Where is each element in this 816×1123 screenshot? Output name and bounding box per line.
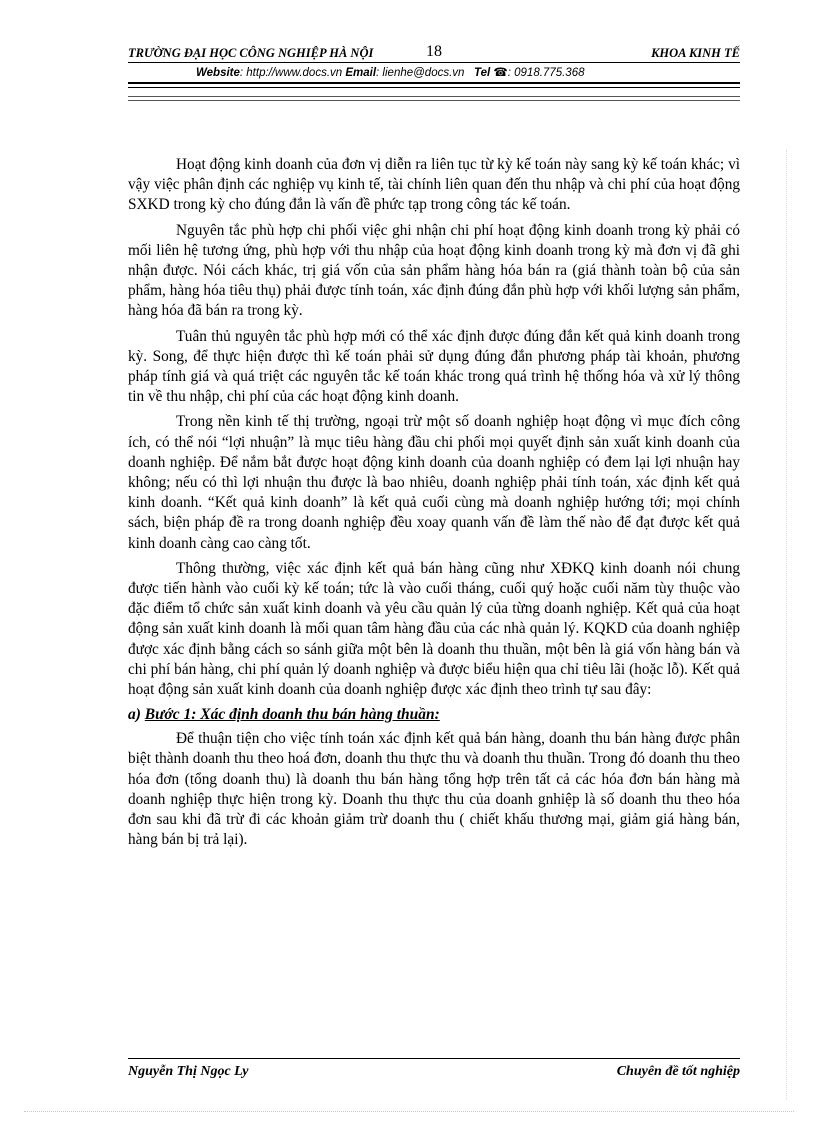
tel-value: : 0918.775.368 (507, 67, 585, 79)
header-rule-thin-2 (128, 100, 740, 101)
paragraph-3: Tuân thủ nguyên tắc phù hợp mới có thể xác định được đúng đắn kết quả kinh doanh trong kỳ. Song, để thực hiện được thì kế toán phải sử dụng đúng đắn phương pháp tài khoản, phương pháp tính giá và quá triệt các nguyên tắc kế toán khác trong quá trình hệ thống hóa và xử lý thông tin về thu nhập, chi phí của các hoạt động kinh doanh. (128, 327, 740, 406)
heading-prefix: a) (128, 706, 141, 724)
faculty-name: KHOA KINH TẾ (651, 46, 740, 60)
header-rule (128, 62, 740, 63)
paragraph-2: Nguyên tắc phù hợp chi phối việc ghi nhận chi phí hoạt động kinh doanh trong kỳ phải có mối liên hệ tương ứng, phù hợp với thu nhập của hoạt động kinh doanh trong kỳ mà đơn vị đã ghi nhận được. Nói cách khác, trị giá vốn của sản phẩm hàng hóa bán ra (giá thành toàn bộ của sản phẩm, hàng hóa tiêu thụ) phải được tính toán, xác định đúng đắn phù hợp với khối lượng sản phẩm, hàng hóa đã bán ra trong kỳ. (128, 221, 740, 320)
email-value: : lienhe@docs.vn (376, 67, 465, 79)
paragraph-1: Hoạt động kinh doanh của đơn vị diễn ra liên tục từ kỳ kế toán này sang kỳ kế toán khác; vì vậy việc phân định các nghiệp vụ kinh tế, tài chính liên quan đến thu nhập và chi phí của hoạt động SXKD trong kỳ cho đúng đắn là vấn đề phức tạp trong công tác kế toán. (128, 156, 740, 214)
header-double-rule (128, 82, 740, 88)
school-name: TRƯỜNG ĐẠI HỌC CÔNG NGHIỆP HÀ NỘI (128, 46, 374, 60)
paragraph-4: Trong nền kinh tế thị trường, ngoại trừ một số doanh nghiệp hoạt động vì mục đích công ích, có thể nói “lợi nhuận” là mục tiêu hàng đầu chi phối mọi quyết định sản xuất kinh doanh của doanh nghiệp. Để nắm bắt được hoạt động kinh doanh của doanh nghiệp có đem lại lợi nhuận hay không; nếu có thì lợi nhuận thu được là bao nhiêu, doanh nghiệp phải tính toán, xác định kết quả kinh doanh. “Kết quả kinh doanh” là kết quả cuối cùng mà doanh nghiệp hướng tới; mọi chính sách, biện pháp đề ra trong doanh nghiệp đều xoay quanh vấn đề làm thế nào để đạt được kết quả kinh doanh càng cao càng tốt. (128, 413, 740, 552)
website-value: : http://www.docs.vn (239, 67, 343, 79)
footer-rule (128, 1058, 740, 1059)
paragraph-5: Thông thường, việc xác định kết quả bán hàng cũng như XĐKQ kinh doanh nói chung được tiến hành vào cuối kỳ kế toán; tức là vào cuối tháng, cuối quý hoặc cuối năm tùy thuộc vào đặc điểm tổ chức sản xuất kinh doanh và yêu cầu quản lý của từng doanh nghiệp. Kết quả của hoạt động sản xuất kinh doanh là mối quan tâm hàng đầu của các nhà quản lý. KQKD của doanh nghiệp được xác định bằng cách so sánh giữa một bên là doanh thu thuần, một bên là giá vốn hàng bán và chi phí bán hàng, chi phí quản lý doanh nghiệp và được biểu hiện qua chỉ tiêu lãi (hoặc lỗ). Kết quả hoạt động sản xuất kinh doanh của doanh nghiệp được xác định theo trình tự sau đây: (128, 559, 740, 699)
email-label: Email (345, 67, 377, 79)
footer-author: Nguyễn Thị Ngọc Ly (128, 1064, 249, 1079)
section-heading (128, 705, 740, 725)
header-rule-thin-1 (128, 96, 740, 97)
page-header (128, 43, 740, 62)
document-body (128, 155, 740, 856)
page-right-dotted-border (786, 150, 787, 1100)
page-number: 18 (426, 43, 442, 60)
footer-doc-type: Chuyên đề tốt nghiệp (616, 1064, 740, 1079)
contact-line (196, 65, 736, 79)
paragraph-6: Để thuận tiện cho việc tính toán xác định kết quả bán hàng, doanh thu bán hàng được phân biệt thành doanh thu theo hoá đơn, doanh thu thực thu và doanh thu thuần. Trong đó doanh thu theo hóa đơn (tổng doanh thu) là doanh thu bán hàng tổng hợp trên tất cả các hóa đơn bán hàng mà doanh nghiệp thực hiện trong kỳ. Doanh thu thực thu của doanh gnhiệp là số doanh thu theo hóa đơn sau khi đã trừ đi các khoản giảm trừ doanh thu ( chiết khấu thương mại, giảm giá hàng bán, hàng bán bị trả lại). (128, 730, 740, 849)
heading-text: Bước 1: Xác định doanh thu bán hàng thuần: (144, 706, 440, 724)
website-label: Website (196, 67, 240, 79)
tel-label: Tel ☎ (474, 67, 508, 79)
page-bottom-dotted-border (24, 1111, 794, 1112)
